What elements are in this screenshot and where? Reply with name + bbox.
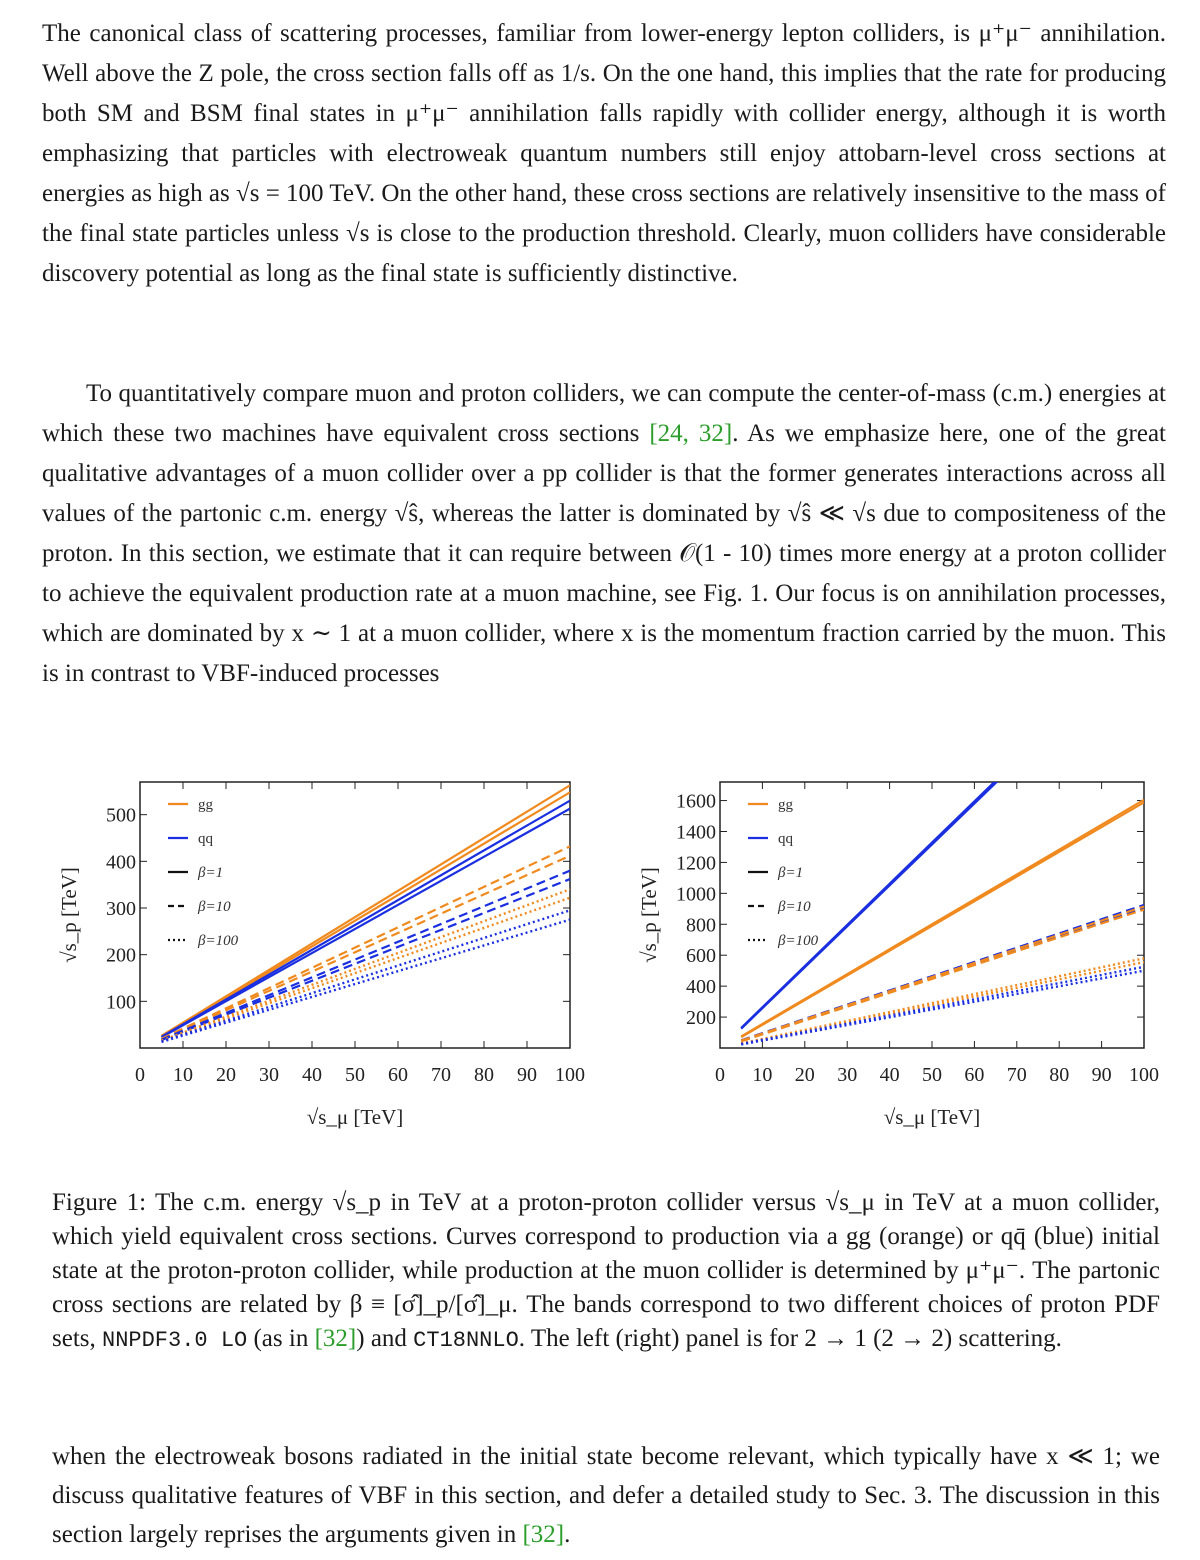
series-line: [162, 910, 571, 1041]
legend-label: qq: [778, 831, 793, 847]
y-tick-label: 400: [686, 976, 716, 999]
figure-caption: [52, 1186, 1160, 1358]
y-tick-label: 200: [106, 944, 136, 967]
y-tick-label: 1400: [676, 821, 716, 844]
y-tick-label: 400: [106, 851, 136, 874]
citation-link[interactable]: [24, 32]: [649, 420, 733, 447]
series-line: [162, 871, 571, 1040]
legend-label: β=10: [198, 899, 231, 915]
x-tick-label: 40: [879, 1064, 900, 1086]
x-axis-label: √s_μ [TeV]: [883, 1105, 981, 1129]
x-tick-label: 30: [259, 1064, 279, 1086]
y-tick-label: 1000: [676, 883, 716, 906]
caption-text-3: ) and: [356, 1325, 407, 1352]
y-axis-label: √s_p [TeV]: [57, 867, 81, 963]
pdf-set-nnpdf: NNPDF3.0 LO: [102, 1328, 248, 1353]
paragraph-3-text: when the electroweak bosons radiated in the initial state become relevant, which typically have x ≪ 1; we discuss qualitative features of VBF in this section, and defer a detailed study to Sec. 3. The discussion in this section largely reprises the arguments given in: [52, 1443, 1160, 1548]
x-tick-label: 40: [302, 1064, 322, 1086]
paragraph-2-rest: . As we emphasize here, one of the great qualitative advantages of a muon collider over a pp collider is that the former generates interactions across all values of the partonic c.m. energy √ŝ, whereas the latter is dominated by √ŝ ≪ √s due to compositeness of the proton. In this section, we estimate that it can require between 𝒪(1 - 10) times more energy at a proton collider to achieve the equivalent production rate at a muon machine, see Fig. 1. Our focus is on annihilation processes, which are dominated by x ∼ 1 at a muon collider, where x is the momentum fraction carried by the muon. This is in contrast to VBF-induced processes: [42, 420, 1166, 687]
y-tick-label: 100: [106, 991, 136, 1014]
legend-label: β=100: [198, 933, 239, 949]
paragraph-3-end: .: [564, 1521, 571, 1548]
x-tick-label: 10: [173, 1064, 193, 1086]
y-tick-label: 200: [686, 1007, 716, 1030]
series-line: [741, 910, 1144, 1042]
citation-link[interactable]: [32]: [314, 1325, 357, 1352]
pdf-set-ct18: CT18NNLO: [413, 1328, 519, 1353]
x-tick-label: 60: [964, 1064, 985, 1086]
paragraph-2: [42, 374, 1166, 694]
citation-link[interactable]: [32]: [522, 1521, 565, 1548]
x-tick-label: 20: [794, 1064, 815, 1086]
y-tick-label: 800: [686, 914, 716, 937]
paragraph-1-body: μ⁺μ⁻ annihilation. Well above the Z pole, the cross section falls off as 1/s. On the one hand, this implies that the rate for producing both SM and BSM final states in μ⁺μ⁻ annihilation falls rapidly with collider energy, although it is worth emphasizing that particles with electroweak quantum numbers still enjoy attobarn-level cross sections at energies as high as √s = 100 TeV. On the other hand, these cross sections are relatively insensitive to the mass of the final state particles unless √s is close to the production threshold. Clearly, muon colliders have considerable discovery potential as long as the final state is sufficiently distinctive.: [42, 20, 1166, 287]
x-tick-label: 50: [345, 1064, 365, 1086]
paragraph-3: [52, 1437, 1160, 1554]
x-tick-label: 0: [135, 1064, 145, 1086]
x-tick-label: 80: [474, 1064, 494, 1086]
x-axis-label: √s_μ [TeV]: [306, 1105, 404, 1129]
x-tick-label: 100: [555, 1064, 585, 1086]
figure-left-panel: [40, 760, 600, 1140]
y-axis-label: √s_p [TeV]: [637, 867, 661, 963]
x-tick-label: 60: [388, 1064, 408, 1086]
caption-text-4: . The left (right) panel is for 2 → 1 (2 → 2) scattering.: [518, 1325, 1062, 1352]
legend-label: gg: [198, 797, 213, 813]
x-tick-label: 90: [517, 1064, 537, 1086]
caption-text: Figure 1: The c.m. energy √s_p in TeV at a proton-proton collider versus √s_μ in TeV at a muon collider, which yield equivalent cross sections. Curves correspond to production via a gg (orange) or qq̄ (blue) initial state at the proton-proton collider, while production at the muon collider is determined by μ⁺μ⁻. The partonic cross sections are related by β ≡ [σ̂]_p/[σ̂]_μ. The bands correspond to two different choices of proton PDF sets,: [52, 1189, 1160, 1352]
series-line: [741, 971, 1144, 1045]
x-tick-label: 0: [715, 1064, 725, 1086]
legend-label: β=10: [778, 899, 811, 915]
paragraph-2-start: To quantitatively compare muon and proton colliders, we can compute the center-of-mass (c.m.) energies at which these two machines have equivalent cross sections: [42, 380, 1166, 447]
x-tick-label: 90: [1091, 1064, 1112, 1086]
plot-frame: [140, 782, 570, 1048]
x-tick-label: 70: [431, 1064, 451, 1086]
x-tick-label: 10: [752, 1064, 773, 1086]
x-tick-label: 20: [216, 1064, 236, 1086]
figure-right-panel: [620, 760, 1180, 1140]
legend-label: β=1: [778, 865, 804, 881]
x-tick-label: 100: [1129, 1064, 1159, 1086]
series-line: [741, 760, 1144, 1029]
series-line: [162, 801, 571, 1037]
caption-text-2: (as in: [253, 1325, 309, 1352]
legend-label: β=1: [198, 865, 224, 881]
series-line: [162, 809, 571, 1038]
x-tick-label: 70: [1006, 1064, 1027, 1086]
series-line: [741, 760, 1144, 1028]
y-tick-label: 1200: [676, 852, 716, 875]
legend-label: gg: [778, 797, 793, 813]
x-tick-label: 80: [1049, 1064, 1070, 1086]
x-tick-label: 30: [837, 1064, 858, 1086]
legend-label: β=100: [778, 933, 819, 949]
plot-frame: [720, 782, 1144, 1048]
paragraph-1-sentence: The canonical class of scattering processes, familiar from lower-energy lepton colliders, is: [42, 20, 971, 47]
y-tick-label: 300: [106, 898, 136, 920]
y-tick-label: 600: [686, 945, 716, 968]
x-tick-label: 50: [922, 1064, 942, 1086]
legend-label: qq: [198, 831, 213, 847]
y-tick-label: 1600: [676, 790, 716, 813]
y-tick-label: 500: [106, 804, 136, 827]
paragraph-1: [42, 14, 1166, 294]
